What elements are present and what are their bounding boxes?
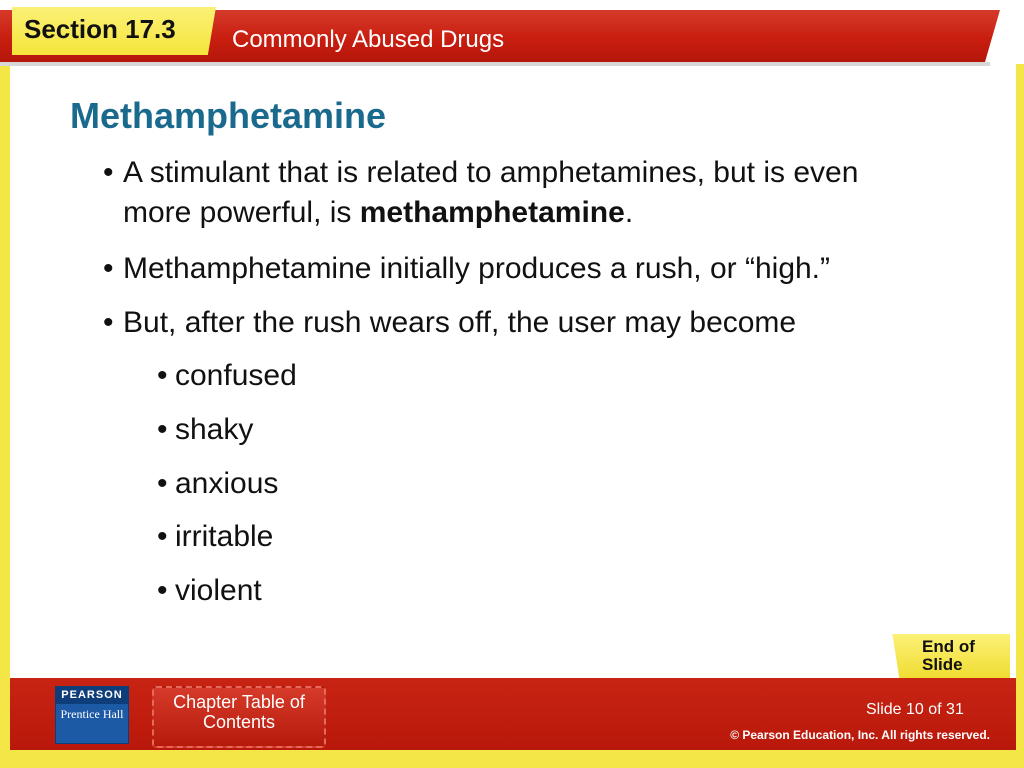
- bullet-text: But, after the rush wears off, the user may become: [123, 306, 797, 339]
- sub-bullet-item: [157, 517, 274, 557]
- sub-bullet-text: shaky: [175, 413, 254, 446]
- bullet-marker: •: [103, 306, 114, 339]
- sub-bullet-item: [157, 464, 279, 504]
- bullet-bold-term: methamphetamine: [359, 196, 625, 229]
- slide-number: Slide 10 of 31: [866, 701, 964, 718]
- slide-title: Methamphetamine: [70, 95, 387, 136]
- bullet-item: [103, 153, 923, 233]
- sub-bullet-item: [157, 410, 254, 450]
- frame-bottom-border: [0, 750, 1024, 768]
- frame-right-border: [1016, 0, 1024, 768]
- header-shadow: [0, 62, 990, 66]
- sub-bullet-item: [157, 571, 262, 611]
- chapter-toc-label[interactable]: Chapter Table of Contents: [173, 692, 305, 732]
- sub-bullet-item: [157, 356, 297, 396]
- frame-left-border: [0, 0, 10, 768]
- bullet-marker: •: [157, 520, 168, 553]
- bullet-item: [103, 249, 963, 289]
- bullet-marker: •: [157, 359, 168, 392]
- bullet-text-end: .: [624, 196, 634, 229]
- prentice-hall-wordmark: Prentice Hall: [60, 707, 124, 721]
- copyright-notice: © Pearson Education, Inc. All rights reserved.: [730, 728, 990, 742]
- bullet-marker: •: [157, 574, 168, 607]
- bullet-marker: •: [157, 467, 168, 500]
- sub-bullet-text: irritable: [175, 520, 274, 553]
- section-label: Section 17.3: [24, 14, 176, 44]
- sub-bullet-text: anxious: [175, 467, 279, 500]
- bullet-marker: •: [103, 252, 114, 285]
- bullet-marker: •: [103, 156, 114, 189]
- sub-bullet-text: violent: [175, 574, 262, 607]
- bullet-text: Methamphetamine initially produces a rush, or “high.”: [123, 252, 831, 285]
- bullet-marker: •: [157, 413, 168, 446]
- end-of-slide-label[interactable]: End of Slide: [922, 637, 975, 674]
- bullet-text: A stimulant that is related to amphetamines, but is even more powerful, is: [123, 156, 859, 229]
- pearson-logo-wordmark: PEARSON: [55, 686, 129, 704]
- section-title: Commonly Abused Drugs: [232, 26, 505, 53]
- sub-bullet-text: confused: [175, 359, 297, 392]
- bullet-item: [103, 303, 963, 343]
